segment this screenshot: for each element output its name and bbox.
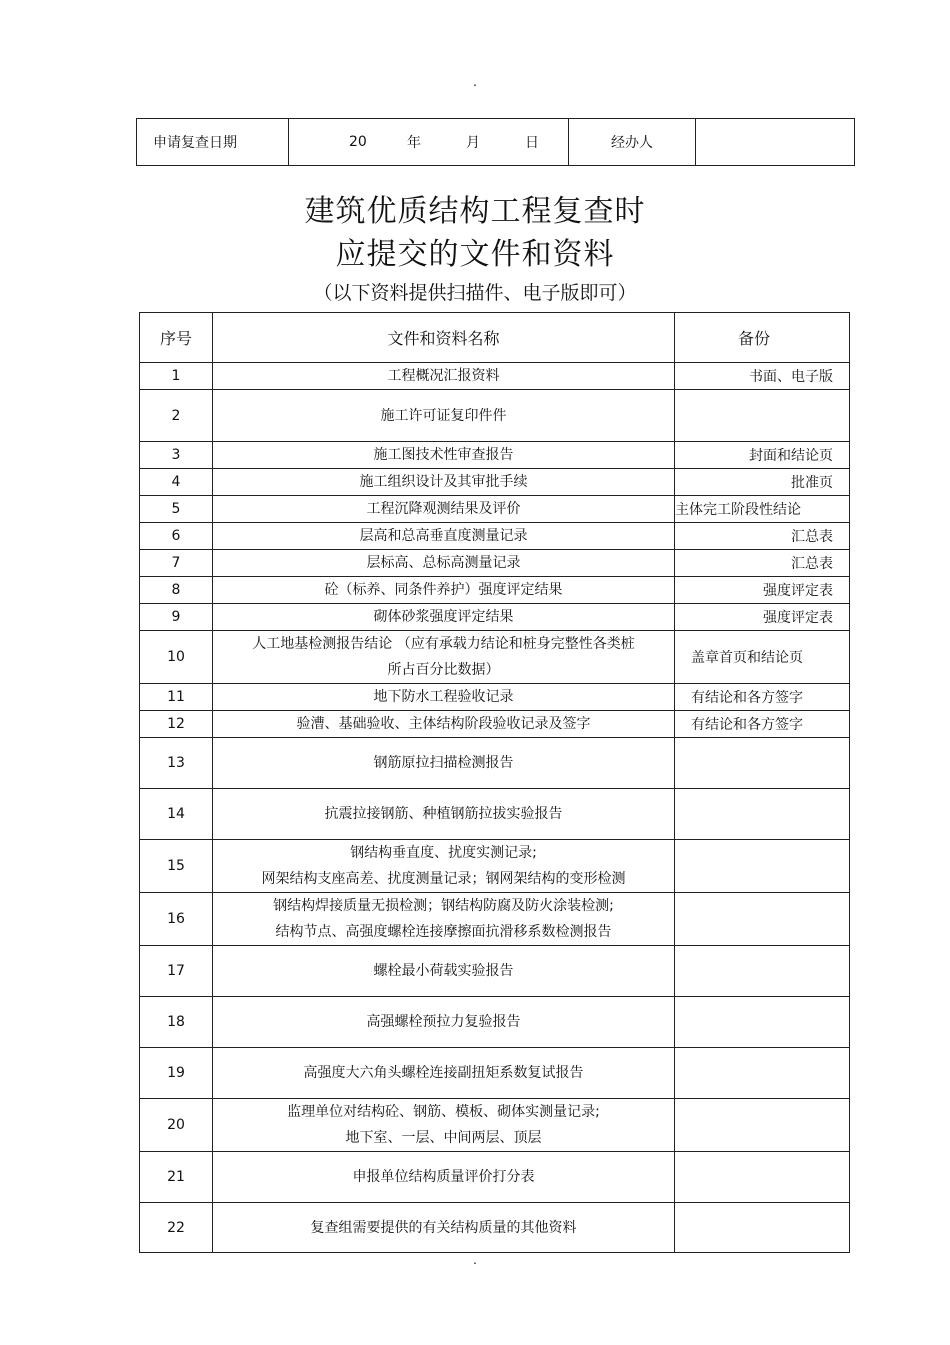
- table-row: [140, 1203, 850, 1253]
- backup-note: [675, 840, 850, 893]
- row-number: 3: [140, 442, 213, 469]
- document-name-line: 工程沉降观测结果及评价: [366, 501, 521, 517]
- document-name: [213, 893, 675, 946]
- backup-note: 汇总表: [675, 523, 850, 550]
- document-name: [213, 1099, 675, 1152]
- backup-note: 书面、电子版: [675, 363, 850, 390]
- table-row: [140, 711, 850, 738]
- row-number: 2: [140, 390, 213, 442]
- row-number: 5: [140, 496, 213, 523]
- agent-label: 经办人: [569, 119, 696, 166]
- row-number: 18: [140, 997, 213, 1048]
- document-name-line: 地下室、一层、中间两层、顶层: [345, 1130, 542, 1146]
- document-name: [213, 604, 675, 631]
- application-form: [136, 118, 855, 166]
- table-row: [140, 469, 850, 496]
- table-row: [140, 840, 850, 893]
- document-name: [213, 1203, 675, 1253]
- document-name-line: 网架结构支座高差、扰度测量记录；钢网架结构的变形检测: [261, 871, 626, 887]
- row-number: 8: [140, 577, 213, 604]
- document-name-line: 砼（标养、同条件养护）强度评定结果: [324, 582, 563, 598]
- backup-note: 强度评定表: [675, 577, 850, 604]
- apply-date-label: 申请复查日期: [137, 119, 289, 166]
- backup-note: [675, 390, 850, 442]
- row-number: 12: [140, 711, 213, 738]
- document-name: [213, 496, 675, 523]
- agent-field[interactable]: [696, 119, 855, 166]
- document-name-line: 施工组织设计及其审批手续: [359, 474, 528, 490]
- backup-note: 封面和结论页: [675, 442, 850, 469]
- document-name: [213, 1048, 675, 1099]
- table-row: [140, 496, 850, 523]
- table-row: [140, 577, 850, 604]
- document-name-line: 地下防水工程验收记录: [373, 689, 514, 705]
- row-number: 7: [140, 550, 213, 577]
- page-mark-bottom: .: [473, 1253, 477, 1267]
- document-name: [213, 363, 675, 390]
- backup-note: 有结论和各方签字: [675, 684, 850, 711]
- row-number: 21: [140, 1152, 213, 1203]
- document-name: [213, 684, 675, 711]
- backup-note: [675, 1099, 850, 1152]
- year-label: 年: [407, 135, 421, 151]
- table-row: [140, 604, 850, 631]
- document-name-line: 施工许可证复印件件: [380, 407, 507, 424]
- document-name: [213, 577, 675, 604]
- document-subtitle: （以下资料提供扫描件、电子版即可）: [313, 282, 637, 304]
- document-name: [213, 469, 675, 496]
- document-name-line: 复查组需要提供的有关结构质量的其他资料: [310, 1219, 577, 1236]
- row-number: 20: [140, 1099, 213, 1152]
- row-number: 15: [140, 840, 213, 893]
- table-row: [140, 631, 850, 684]
- table-row: [140, 1152, 850, 1203]
- table-row: [140, 390, 850, 442]
- backup-note: 主体完工阶段性结论: [675, 496, 850, 523]
- table-row: [140, 523, 850, 550]
- document-title-line1: 建筑优质结构工程复查时: [304, 194, 646, 229]
- document-title-line2: 应提交的文件和资料: [335, 237, 615, 272]
- table-row: [140, 997, 850, 1048]
- document-name-line: 所占百分比数据）: [387, 662, 500, 678]
- document-name-line: 钢结构焊接质量无损检测；钢结构防腐及防火涂装检测;: [273, 898, 614, 914]
- backup-note: 批准页: [675, 469, 850, 496]
- table-row: [140, 893, 850, 946]
- row-number: 10: [140, 631, 213, 684]
- document-name-line: 螺栓最小荷载实验报告: [373, 963, 514, 979]
- document-name: [213, 442, 675, 469]
- table-row: [140, 1099, 850, 1152]
- day-label: 日: [525, 135, 539, 151]
- document-name-line: 高强度大六角头螺栓连接副扭矩系数复试报告: [303, 1065, 584, 1081]
- backup-note: [675, 1152, 850, 1203]
- backup-note: [675, 789, 850, 840]
- document-name: [213, 631, 675, 684]
- document-name: [213, 550, 675, 577]
- document-name-line: 监理单位对结构砼、钢筋、模板、砌体实测量记录;: [287, 1104, 600, 1120]
- header-name: 文件和资料名称: [213, 313, 675, 363]
- document-name-line: 抗震拉接钢筋、种植钢筋拉拔实验报告: [324, 806, 563, 822]
- backup-note: [675, 738, 850, 789]
- month-label: 月: [466, 135, 480, 151]
- row-number: 14: [140, 789, 213, 840]
- backup-note: [675, 1048, 850, 1099]
- document-name-line: 钢筋原拉扫描检测报告: [373, 755, 514, 771]
- document-name: [213, 997, 675, 1048]
- table-row: [140, 789, 850, 840]
- table-row: [140, 442, 850, 469]
- row-number: 11: [140, 684, 213, 711]
- backup-note: 有结论和各方签字: [675, 711, 850, 738]
- row-number: 16: [140, 893, 213, 946]
- row-number: 17: [140, 946, 213, 997]
- header-note: 备份: [675, 313, 850, 363]
- document-name: [213, 789, 675, 840]
- document-name-line: 层标高、总标高测量记录: [366, 555, 521, 571]
- document-name: [213, 711, 675, 738]
- row-number: 1: [140, 363, 213, 390]
- table-row: [140, 550, 850, 577]
- row-number: 13: [140, 738, 213, 789]
- table-header-row: [140, 313, 850, 363]
- apply-date-field[interactable]: [289, 119, 569, 166]
- table-row: [140, 684, 850, 711]
- document-name: [213, 523, 675, 550]
- row-number: 22: [140, 1203, 213, 1253]
- document-name-line: 高强螺栓预拉力复验报告: [366, 1014, 521, 1030]
- document-name-line: 施工图技术性审查报告: [373, 447, 514, 463]
- document-name: [213, 946, 675, 997]
- documents-table: [139, 312, 850, 1253]
- document-name-line: 结构节点、高强度螺栓连接摩擦面抗滑移系数检测报告: [275, 924, 612, 940]
- document-name-line: 层高和总高垂直度测量记录: [359, 528, 528, 544]
- document-name: [213, 1152, 675, 1203]
- table-row: [140, 363, 850, 390]
- backup-note: [675, 997, 850, 1048]
- document-name-line: 验漕、基础验收、主体结构阶段验收记录及签字: [296, 716, 591, 732]
- backup-note: [675, 893, 850, 946]
- document-name-line: 申报单位结构质量评价打分表: [352, 1169, 535, 1185]
- document-name: [213, 390, 675, 442]
- backup-note: [675, 946, 850, 997]
- document-name-line: 人工地基检测报告结论 （应有承载力结论和桩身完整性各类桩: [252, 636, 635, 652]
- table-row: [140, 1048, 850, 1099]
- page-mark-top: .: [473, 75, 477, 89]
- document-name-line: 砌体砂浆强度评定结果: [373, 609, 514, 625]
- header-no: 序号: [140, 313, 213, 363]
- document-name-line: 工程概况汇报资料: [387, 368, 500, 384]
- backup-note: 盖章首页和结论页: [675, 631, 850, 684]
- table-row: [140, 738, 850, 789]
- backup-note: [675, 1203, 850, 1253]
- row-number: 6: [140, 523, 213, 550]
- table-row: [140, 946, 850, 997]
- backup-note: 强度评定表: [675, 604, 850, 631]
- backup-note: 汇总表: [675, 550, 850, 577]
- row-number: 4: [140, 469, 213, 496]
- document-name-line: 钢结构垂直度、扰度实测记录;: [350, 845, 537, 861]
- year-prefix: 20: [349, 134, 367, 150]
- document-name: [213, 840, 675, 893]
- document-name: [213, 738, 675, 789]
- row-number: 19: [140, 1048, 213, 1099]
- row-number: 9: [140, 604, 213, 631]
